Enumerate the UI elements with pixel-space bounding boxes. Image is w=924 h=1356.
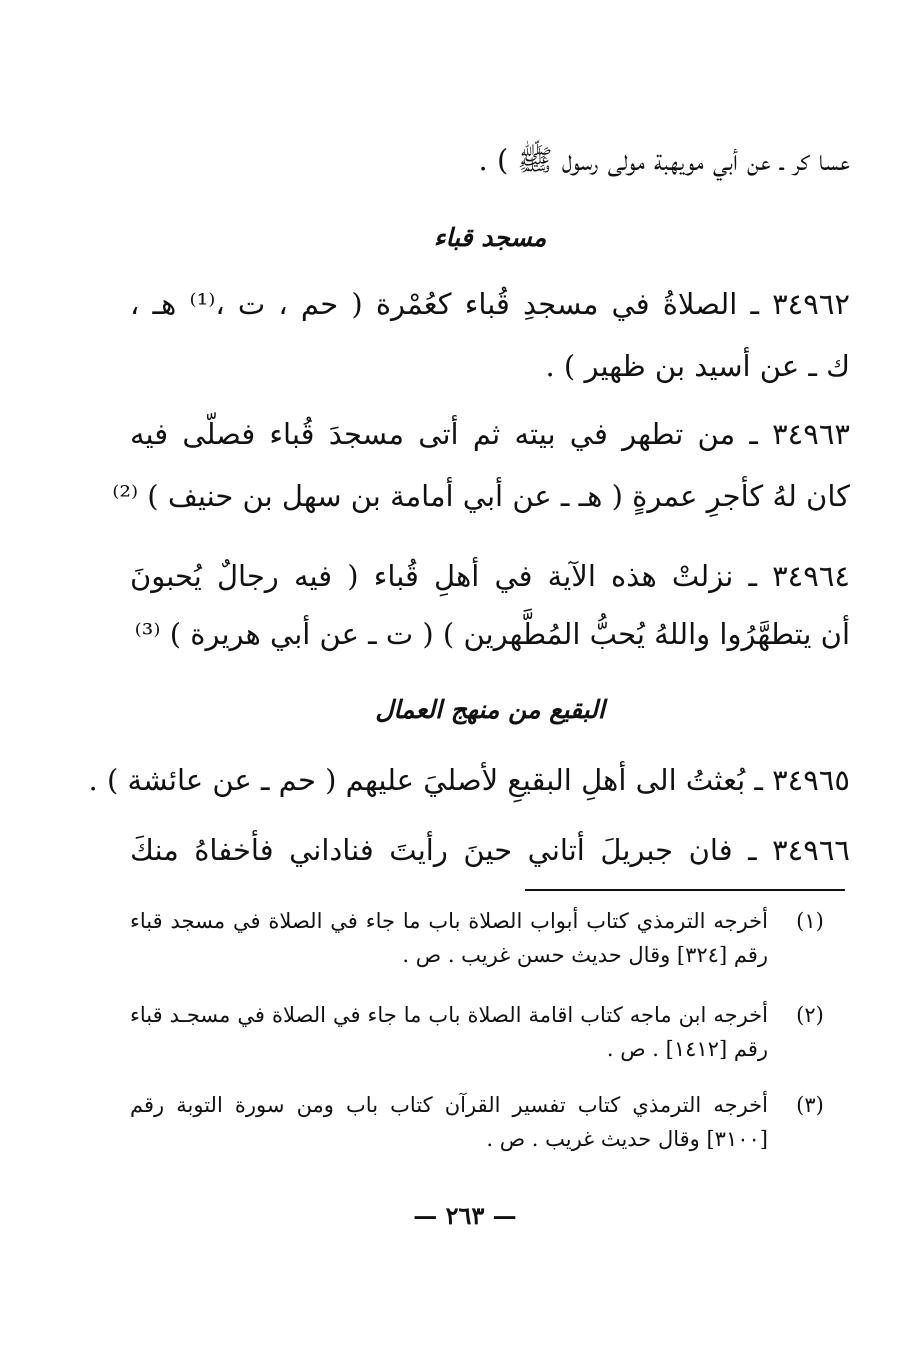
hadith-34964-line-2: أن يتطهَّرُوا واللهُ يُحبُّ المُطَّهرين ) ( ت ـ عن أبي هريرة ) ⁽³⁾ <box>134 617 850 651</box>
footnote-number: (٣) <box>796 1093 824 1117</box>
hadith-34963-line-1: ٣٤٩٦٣ ـ من تطهر في بيته ثم أتى مسجدَ قُباء فصلّى فيه <box>130 417 850 451</box>
footnote-text: أخرجه الترمذي كتاب تفسير القرآن كتاب باب ومن سورة التوبة رقم [٣١٠٠] وقال حديث غريب . ص . <box>130 1093 768 1151</box>
hadith-34964-line-1: ٣٤٩٦٤ ـ نزلتْ هذه الآية في أهلِ قُباء ( فيه رجالٌ يُحبونَ <box>130 559 850 593</box>
footnote-number: (١) <box>796 909 824 933</box>
section-heading-quba-mosque: مسجد قباء <box>433 223 547 252</box>
page-number: — ٢٦٣ — <box>413 1201 517 1230</box>
hadith-34962-line-2: ك ـ عن أسيد بن ظهير ) . <box>545 349 850 383</box>
footnote-1 <box>130 904 840 972</box>
footnote-separator <box>525 889 845 891</box>
body-line-continuation: عسا كر ـ عن أبي مويهبة مولى رسول ﷺ ) . <box>478 143 850 177</box>
hadith-34965: ٣٤٩٦٥ ـ بُعثتُ الى أهلِ البقيعِ لأصليَ عليهم ( حم ـ عن عائشة ) . <box>88 763 850 797</box>
footnote-3 <box>130 1088 840 1156</box>
footnote-number: (٢) <box>796 1003 824 1027</box>
hadith-34962-line-1: ٣٤٩٦٢ ـ الصلاةُ في مسجدِ قُباء كعُمْرة ( حم ، ت ،⁽¹⁾ هـ ، <box>130 287 850 321</box>
hadith-34963-line-2: كان لهُ كأجرِ عمرةٍ ( هـ ـ عن أبي أمامة بن سهل بن حنيف ) ⁽²⁾ <box>112 479 850 513</box>
footnote-text: أخرجه الترمذي كتاب أبواب الصلاة باب ما جاء في الصلاة في مسجد قباء رقم [٣٢٤] وقال حديث حسن غريب . ص . <box>130 909 768 967</box>
hadith-34966-line-1: ٣٤٩٦٦ ـ فان جبريلَ أتاني حينَ رأيتَ فناداني فأخفاهُ منكَ <box>130 833 850 867</box>
footnote-2 <box>130 998 840 1066</box>
footnote-text: أخرجه ابن ماجه كتاب اقامة الصلاة باب ما جاء في الصلاة في مسجـد قباء رقم [١٤١٢] . ص . <box>130 1003 768 1061</box>
section-heading-baqi: البقيع من منهج العمال <box>375 695 605 724</box>
